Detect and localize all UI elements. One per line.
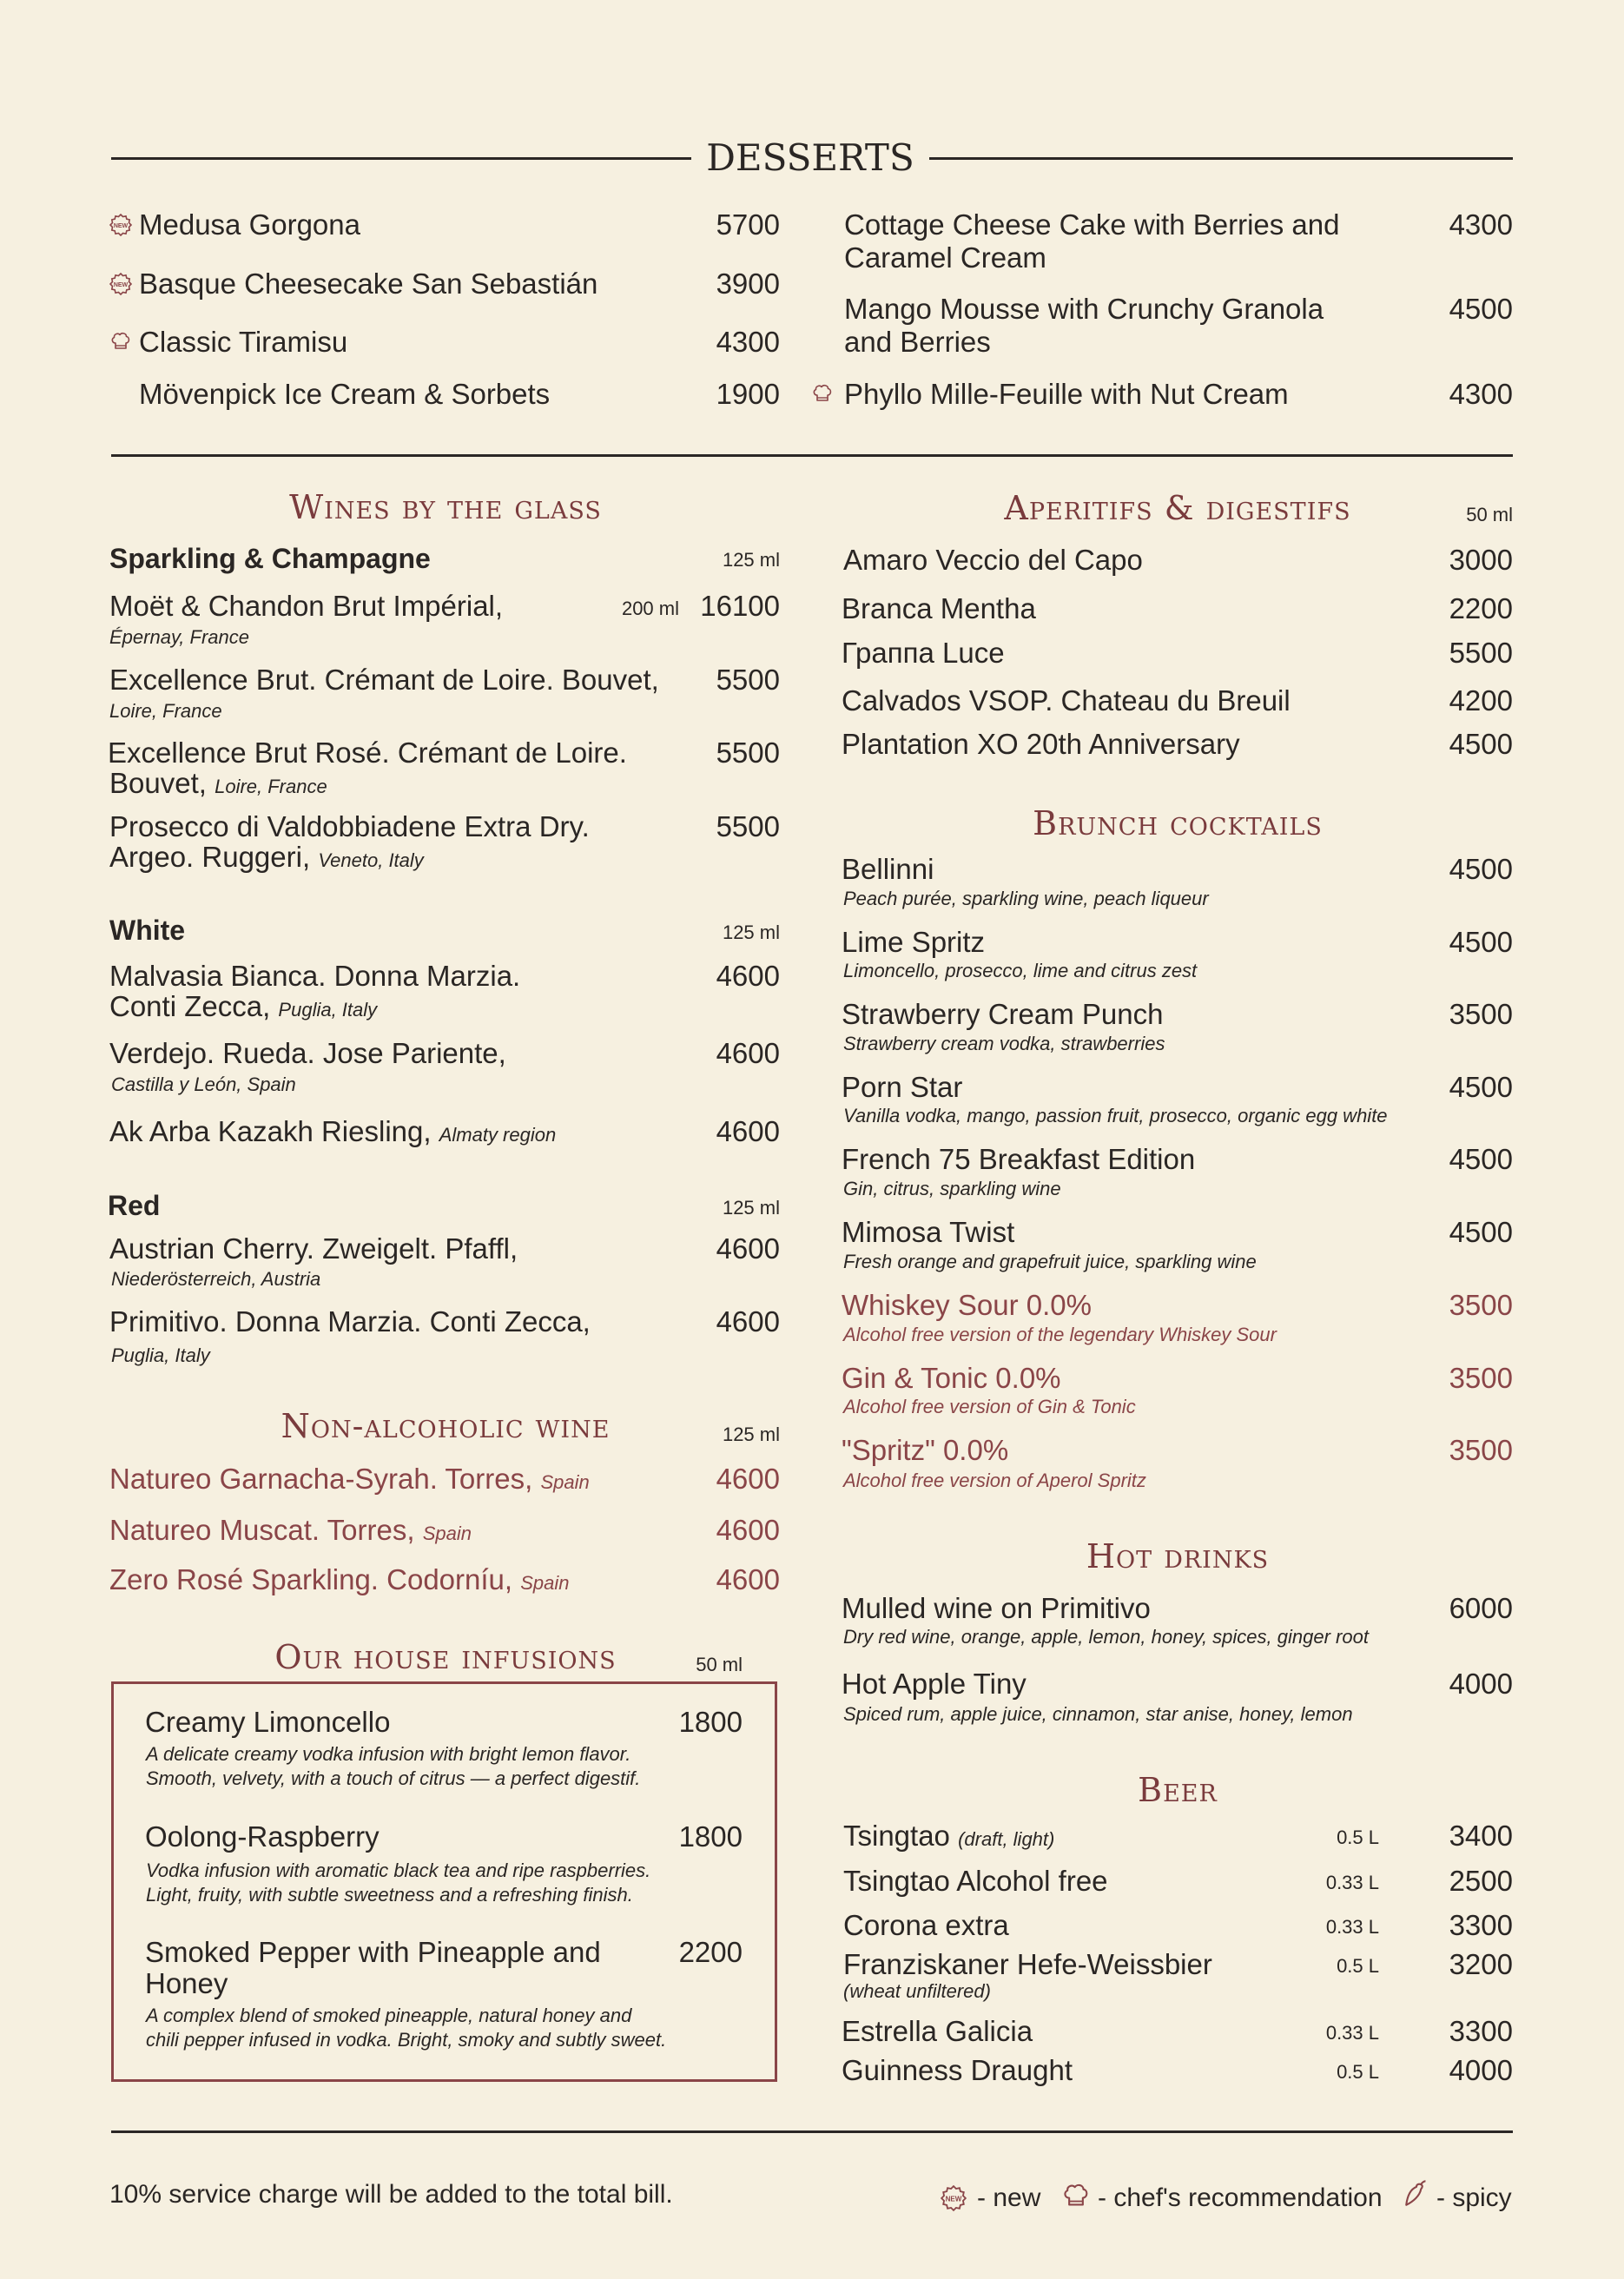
- na-wine-origin: Spain: [540, 1471, 590, 1493]
- dessert-item-name: Medusa Gorgona: [139, 208, 360, 241]
- wine-item-origin: Loire, France: [215, 776, 327, 797]
- wine-item-name: Excellence Brut Rosé. Crémant de Loire.: [108, 737, 627, 769]
- wine-item-name: Ak Arba Kazakh Riesling, Almaty region: [109, 1115, 557, 1147]
- beer-item-price: 4000: [1449, 2054, 1513, 2086]
- na-wine-item-name: Natureo Garnacha-Syrah. Torres, Spain: [109, 1463, 590, 1495]
- beer-item-price: 3200: [1449, 1948, 1513, 1980]
- wine-item-name: Verdejo. Rueda. Jose Pariente,: [109, 1037, 506, 1069]
- dessert-item-price: 4300: [716, 326, 780, 358]
- chef-hat-icon: [109, 330, 132, 353]
- cocktail-item-name: Gin & Tonic 0.0%: [842, 1362, 1061, 1394]
- legend-spicy-label: - spicy: [1436, 2183, 1512, 2212]
- cocktail-item-price: 4500: [1449, 1216, 1513, 1248]
- white-volume: 125 ml: [722, 922, 780, 943]
- non-alcoholic-title: Non-alcoholic wine: [281, 1407, 611, 1445]
- wine-item-origin: Almaty region: [439, 1124, 557, 1146]
- beer-item-name: Franziskaner Hefe-Weissbier: [843, 1948, 1212, 1980]
- wine-item-name-line2: Bouvet, Loire, France: [109, 767, 327, 799]
- infusion-item-desc: chili pepper infused in vodka. Bright, smoky and subtly sweet.: [146, 2029, 667, 2051]
- wine-item-name: Moët & Chandon Brut Impérial,: [109, 590, 504, 622]
- cocktail-item-name: Strawberry Cream Punch: [842, 998, 1164, 1030]
- cocktail-item-price: 3500: [1449, 1289, 1513, 1321]
- aperitif-item-price: 4200: [1449, 684, 1513, 717]
- white-heading: White: [109, 915, 186, 946]
- aperitif-item-price: 4500: [1449, 728, 1513, 760]
- infusion-item-desc: A delicate creamy vodka infusion with bright lemon flavor.: [146, 1743, 631, 1765]
- beer-item-volume: 0.33 L: [1325, 1916, 1379, 1938]
- beer-item-volume: 0.33 L: [1325, 2022, 1379, 2044]
- cocktail-item-desc: Gin, citrus, sparkling wine: [843, 1178, 1061, 1199]
- dessert-item-price: 4300: [1449, 378, 1513, 410]
- hot-drink-item-name: Hot Apple Tiny: [842, 1668, 1027, 1700]
- infusion-item-desc: A complex blend of smoked pineapple, natural honey and: [146, 2005, 632, 2026]
- wine-item-price: 16100: [700, 590, 780, 622]
- dessert-item-price: 1900: [716, 378, 780, 410]
- na-wine-item-price: 4600: [716, 1514, 780, 1546]
- beer-item-name: Corona extra: [843, 1909, 1009, 1941]
- wine-item-volume: 200 ml: [621, 598, 679, 619]
- wine-item-origin: Puglia, Italy: [111, 1344, 210, 1366]
- wine-item-price: 4600: [716, 1115, 780, 1147]
- dessert-item-price: 5700: [716, 208, 780, 241]
- infusion-item-name: Oolong-Raspberry: [145, 1820, 380, 1853]
- wine-item-origin: Veneto, Italy: [318, 849, 424, 871]
- aperitif-item-price: 5500: [1449, 637, 1513, 669]
- brunch-title: Brunch cocktails: [1033, 804, 1323, 842]
- na-wine-item-name: Natureo Muscat. Torres, Spain: [109, 1514, 472, 1546]
- wine-item-price: 4600: [716, 1037, 780, 1069]
- hot-drink-item-desc: Spiced rum, apple juice, cinnamon, star anise, honey, lemon: [843, 1703, 1353, 1725]
- legend-new-label: - new: [977, 2183, 1041, 2212]
- beer-item-name: Guinness Draught: [842, 2054, 1073, 2086]
- cocktail-item-name: Mimosa Twist: [842, 1216, 1015, 1248]
- aperitifs-volume: 50 ml: [1466, 504, 1513, 525]
- aperitif-item-price: 2200: [1449, 592, 1513, 624]
- cocktail-item-desc: Alcohol free version of Aperol Spritz: [843, 1470, 1146, 1491]
- beer-item-volume: 0.33 L: [1325, 1872, 1379, 1893]
- cocktail-item-name: French 75 Breakfast Edition: [842, 1143, 1196, 1175]
- chef-hat-icon: [811, 382, 834, 405]
- beer-title: Beer: [1138, 1771, 1218, 1809]
- infusion-item-price: 1800: [678, 1706, 743, 1738]
- wine-item-name-line2: Argeo. Ruggeri, Veneto, Italy: [109, 841, 424, 873]
- infusions-title: Our house infusions: [274, 1638, 617, 1676]
- infusion-item-desc: Light, fruity, with subtle sweetness and a refreshing finish.: [146, 1884, 633, 1906]
- wine-item-price: 4600: [716, 1305, 780, 1338]
- dessert-item-price: 4300: [1449, 208, 1513, 241]
- beer-item-note: (draft, light): [958, 1828, 1055, 1850]
- infusion-item-desc: Smooth, velvety, with a touch of citrus — a perfect digestif.: [146, 1767, 641, 1789]
- beer-item-name: Estrella Galicia: [842, 2015, 1033, 2047]
- hot-drink-item-price: 4000: [1449, 1668, 1513, 1700]
- cocktail-item-desc: Peach purée, sparkling wine, peach liqueur: [843, 888, 1209, 909]
- cocktail-item-name: Porn Star: [842, 1071, 963, 1103]
- chef-hat-icon: [1061, 2181, 1091, 2210]
- beer-item-price: 3400: [1449, 1820, 1513, 1852]
- cocktail-item-price: 4500: [1449, 1071, 1513, 1103]
- desserts-rule-right: [929, 157, 1513, 160]
- beer-item-volume: 0.5 L: [1337, 1827, 1379, 1848]
- cocktail-item-name: Lime Spritz: [842, 926, 986, 958]
- wine-item-origin: Puglia, Italy: [278, 999, 378, 1021]
- wine-item-name: Malvasia Bianca. Donna Marzia.: [109, 960, 521, 992]
- aperitif-item-price: 3000: [1449, 544, 1513, 576]
- na-wine-item-price: 4600: [716, 1463, 780, 1495]
- wine-item-price: 5500: [716, 737, 780, 769]
- cocktail-item-price: 4500: [1449, 926, 1513, 958]
- cocktail-item-name: Whiskey Sour 0.0%: [842, 1289, 1092, 1321]
- wine-item-origin: Épernay, France: [109, 626, 250, 648]
- dessert-item-price: 3900: [716, 268, 780, 300]
- cocktail-item-price: 3500: [1449, 1434, 1513, 1466]
- non-alcoholic-volume: 125 ml: [722, 1424, 780, 1445]
- beer-item-price: 3300: [1449, 2015, 1513, 2047]
- beer-item-name: Tsingtao (draft, light): [843, 1820, 1055, 1852]
- cocktail-item-name: "Spritz" 0.0%: [842, 1434, 1009, 1466]
- sparkling-volume: 125 ml: [722, 549, 780, 571]
- cocktail-item-price: 3500: [1449, 998, 1513, 1030]
- legend-chef-label: - chef's recommendation: [1098, 2183, 1383, 2212]
- hot-drink-item-name: Mulled wine on Primitivo: [842, 1592, 1151, 1624]
- cocktail-item-desc: Alcohol free version of the legendary Whiskey Sour: [843, 1324, 1277, 1345]
- wine-item-name: Prosecco di Valdobbiadene Extra Dry.: [109, 810, 590, 842]
- infusions-volume: 50 ml: [696, 1654, 743, 1675]
- wine-item-name: Primitivo. Donna Marzia. Conti Zecca,: [109, 1305, 591, 1338]
- aperitif-item-name: Plantation XO 20th Anniversary: [842, 728, 1240, 760]
- service-charge-note: 10% service charge will be added to the total bill.: [109, 2180, 673, 2209]
- beer-item-note: (wheat unfiltered): [843, 1980, 991, 2002]
- wine-item-price: 4600: [716, 1232, 780, 1265]
- infusion-item-desc: Vodka infusion with aromatic black tea and ripe raspberries.: [146, 1860, 651, 1881]
- dessert-item-name: Cottage Cheese Cake with Berries and Caramel Cream: [844, 208, 1340, 274]
- aperitif-item-name: Граппа Luce: [842, 637, 1005, 669]
- wine-item-price: 4600: [716, 960, 780, 992]
- new-icon: [941, 2185, 967, 2211]
- wine-item-origin: Loire, France: [109, 700, 222, 722]
- na-wine-item-name: Zero Rosé Sparkling. Codorníu, Spain: [109, 1563, 570, 1595]
- aperitifs-title: Aperitifs & digestifs: [1004, 489, 1351, 527]
- beer-item-volume: 0.5 L: [1337, 1955, 1379, 1977]
- cocktail-item-desc: Vanilla vodka, mango, passion fruit, prosecco, organic egg white: [843, 1105, 1388, 1126]
- wine-item-price: 5500: [716, 810, 780, 842]
- dessert-item-name: Mango Mousse with Crunchy Granola and Berries: [844, 293, 1324, 358]
- aperitif-item-name: Branca Mentha: [842, 592, 1036, 624]
- beer-item-price: 3300: [1449, 1909, 1513, 1941]
- wines-title: Wines by the glass: [289, 488, 602, 526]
- wine-item-name: Excellence Brut. Crémant de Loire. Bouvet,: [109, 664, 659, 696]
- wine-item-origin: Castilla y León, Spain: [111, 1073, 296, 1095]
- dessert-item-name: Basque Cheesecake San Sebastián: [139, 268, 598, 300]
- infusion-item-price: 1800: [678, 1820, 743, 1853]
- hot-drink-item-price: 6000: [1449, 1592, 1513, 1624]
- aperitif-item-name: Amaro Veccio del Capo: [843, 544, 1143, 576]
- cocktail-item-desc: Alcohol free version of Gin & Tonic: [843, 1396, 1136, 1417]
- new-icon: [109, 273, 132, 295]
- cocktail-item-name: Bellinni: [842, 853, 934, 885]
- dessert-item-name: Mövenpick Ice Cream & Sorbets: [139, 378, 551, 410]
- hot-drink-item-desc: Dry red wine, orange, apple, lemon, honey, spices, ginger root: [843, 1626, 1369, 1648]
- wine-item-origin: Niederösterreich, Austria: [111, 1268, 321, 1290]
- cocktail-item-desc: Limoncello, prosecco, lime and citrus zest: [843, 960, 1198, 981]
- aperitif-item-name: Calvados VSOP. Chateau du Breuil: [842, 684, 1291, 717]
- infusion-item-price: 2200: [678, 1936, 743, 1968]
- red-volume: 125 ml: [722, 1197, 780, 1219]
- dessert-item-name: Classic Tiramisu: [139, 326, 348, 358]
- beer-item-price: 2500: [1449, 1865, 1513, 1897]
- cocktail-item-desc: Strawberry cream vodka, strawberries: [843, 1033, 1165, 1054]
- hot-drinks-title: Hot drinks: [1086, 1537, 1270, 1575]
- beer-item-name: Tsingtao Alcohol free: [843, 1865, 1108, 1897]
- na-wine-origin: Spain: [422, 1523, 472, 1544]
- chili-pepper-icon: [1402, 2180, 1431, 2210]
- sparkling-heading: Sparkling & Champagne: [109, 543, 431, 574]
- na-wine-origin: Spain: [520, 1572, 570, 1594]
- footer-divider: [111, 2130, 1513, 2133]
- cocktail-item-desc: Fresh orange and grapefruit juice, sparkling wine: [843, 1251, 1257, 1272]
- desserts-rule-left: [111, 157, 691, 160]
- dessert-item-name: Phyllo Mille-Feuille with Nut Cream: [844, 378, 1289, 410]
- beer-item-volume: 0.5 L: [1337, 2061, 1379, 2083]
- wine-item-name: Austrian Cherry. Zweigelt. Pfaffl,: [109, 1232, 518, 1265]
- infusion-item-name: Creamy Limoncello: [145, 1706, 391, 1738]
- section-divider: [111, 454, 1513, 457]
- red-heading: Red: [108, 1190, 161, 1221]
- infusion-item-name: Smoked Pepper with Pineapple and: [145, 1936, 601, 1968]
- new-icon: [109, 214, 132, 236]
- cocktail-item-price: 3500: [1449, 1362, 1513, 1394]
- infusion-item-name-line2: Honey: [145, 1967, 228, 1999]
- desserts-title: DESSERTS: [706, 136, 914, 179]
- wine-item-price: 5500: [716, 664, 780, 696]
- dessert-item-price: 4500: [1449, 293, 1513, 325]
- cocktail-item-price: 4500: [1449, 1143, 1513, 1175]
- cocktail-item-price: 4500: [1449, 853, 1513, 885]
- na-wine-item-price: 4600: [716, 1563, 780, 1595]
- wine-item-name-line2: Conti Zecca, Puglia, Italy: [109, 990, 378, 1022]
